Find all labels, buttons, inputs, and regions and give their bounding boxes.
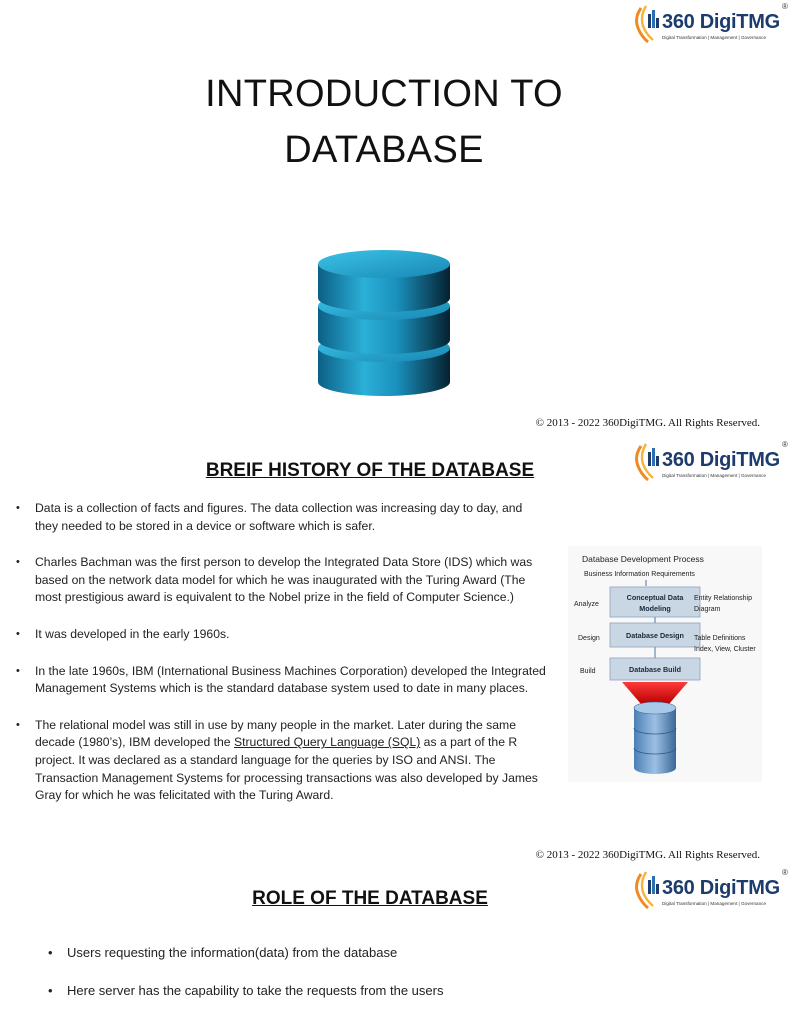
database-stack-icon [634, 702, 676, 774]
page-title [0, 66, 768, 178]
brand-name: 360 DigiTMG [662, 449, 780, 471]
list-item: • Users requesting the information(data) from the database [48, 944, 688, 962]
section-heading-history: BREIF HISTORY OF THE DATABASE [205, 460, 535, 481]
title-line-1: INTRODUCTION TO [205, 73, 563, 115]
registered-mark: ® [781, 440, 788, 449]
logo-mark-icon [632, 4, 660, 48]
slide-role [0, 868, 788, 1024]
database-development-diagram [568, 546, 762, 782]
note-table-line2: Index, View, Cluster [694, 646, 756, 653]
diagram-title: Database Development Process [582, 554, 704, 564]
stage-analyze: Analyze [574, 601, 599, 608]
registered-mark: ® [781, 2, 788, 11]
registered-mark: ® [781, 868, 788, 877]
bullet-text: as a part of the R project. It was declared as a standard language for the queries by ISO and ANSI. The Transaction Management Systems for processing transactions was also developed by James Gray for which he was felicitated with the Turing Award. [35, 735, 538, 803]
note-erd-line1: Entity Relationship [694, 595, 752, 602]
list-item: • Charles Bachman was the first person to develop the Integrated Data Store (IDS) which was based on the network data model for which he was inaugurated with the Turing Award (The most prestigious award is equivalent to the Nobel prize in the field of Computer Science.) [16, 554, 546, 607]
slide-introduction [0, 0, 788, 436]
history-bullet-list [16, 500, 546, 824]
brand-tagline: Digital Transformation | Management | Governance [662, 901, 767, 906]
box-database-build: Database Build [629, 665, 681, 674]
brand-name: 360 DigiTMG [662, 877, 780, 899]
database-cylinder-icon [312, 248, 456, 398]
copyright-notice: © 2013 - 2022 360DigiTMG. All Rights Reserved. [535, 417, 760, 429]
sql-link[interactable]: Structured Query Language (SQL) [233, 735, 421, 750]
list-item: • Here server has the capability to take the requests from the users [48, 982, 688, 1000]
brand-name: 360 DigiTMG [662, 11, 780, 33]
role-bullet-list [48, 944, 688, 1020]
box-conceptual-line1: Conceptual Data [626, 593, 684, 602]
list-item: • Data is a collection of facts and figures. The data collection was increasing day to day, and they needed to be stored in a device or software which is safer. [16, 500, 546, 535]
stage-build: Build [580, 668, 596, 675]
title-line-2: DATABASE [284, 129, 484, 171]
list-item [16, 717, 546, 805]
slide-history [0, 436, 788, 868]
copyright-notice: © 2013 - 2022 360DigiTMG. All Rights Reserved. [535, 849, 760, 861]
list-item: • It was developed in the early 1960s. [16, 626, 546, 644]
note-table-line1: Table Definitions [694, 635, 746, 642]
section-heading-role: ROLE OF THE DATABASE [252, 888, 488, 909]
brand-logo [632, 2, 788, 48]
brand-tagline: Digital Transformation | Management | Governance [662, 473, 767, 478]
list-item: • In the late 1960s, IBM (International Business Machines Corporation) developed the Integrated Management Systems which is the standard database system used to date in many places. [16, 663, 546, 698]
note-erd-line2: Diagram [694, 606, 721, 613]
bullet-text: The relational model was still in use by many people in the market. Later during the same decade (1980’s), IBM developed the [35, 717, 516, 750]
diagram-subtitle: Business Information Requirements [584, 571, 695, 578]
box-database-design: Database Design [626, 631, 684, 640]
stage-design: Design [578, 635, 600, 642]
box-conceptual-line2: Modeling [639, 604, 671, 613]
brand-tagline: Digital Transformation | Management | Governance [662, 35, 767, 40]
